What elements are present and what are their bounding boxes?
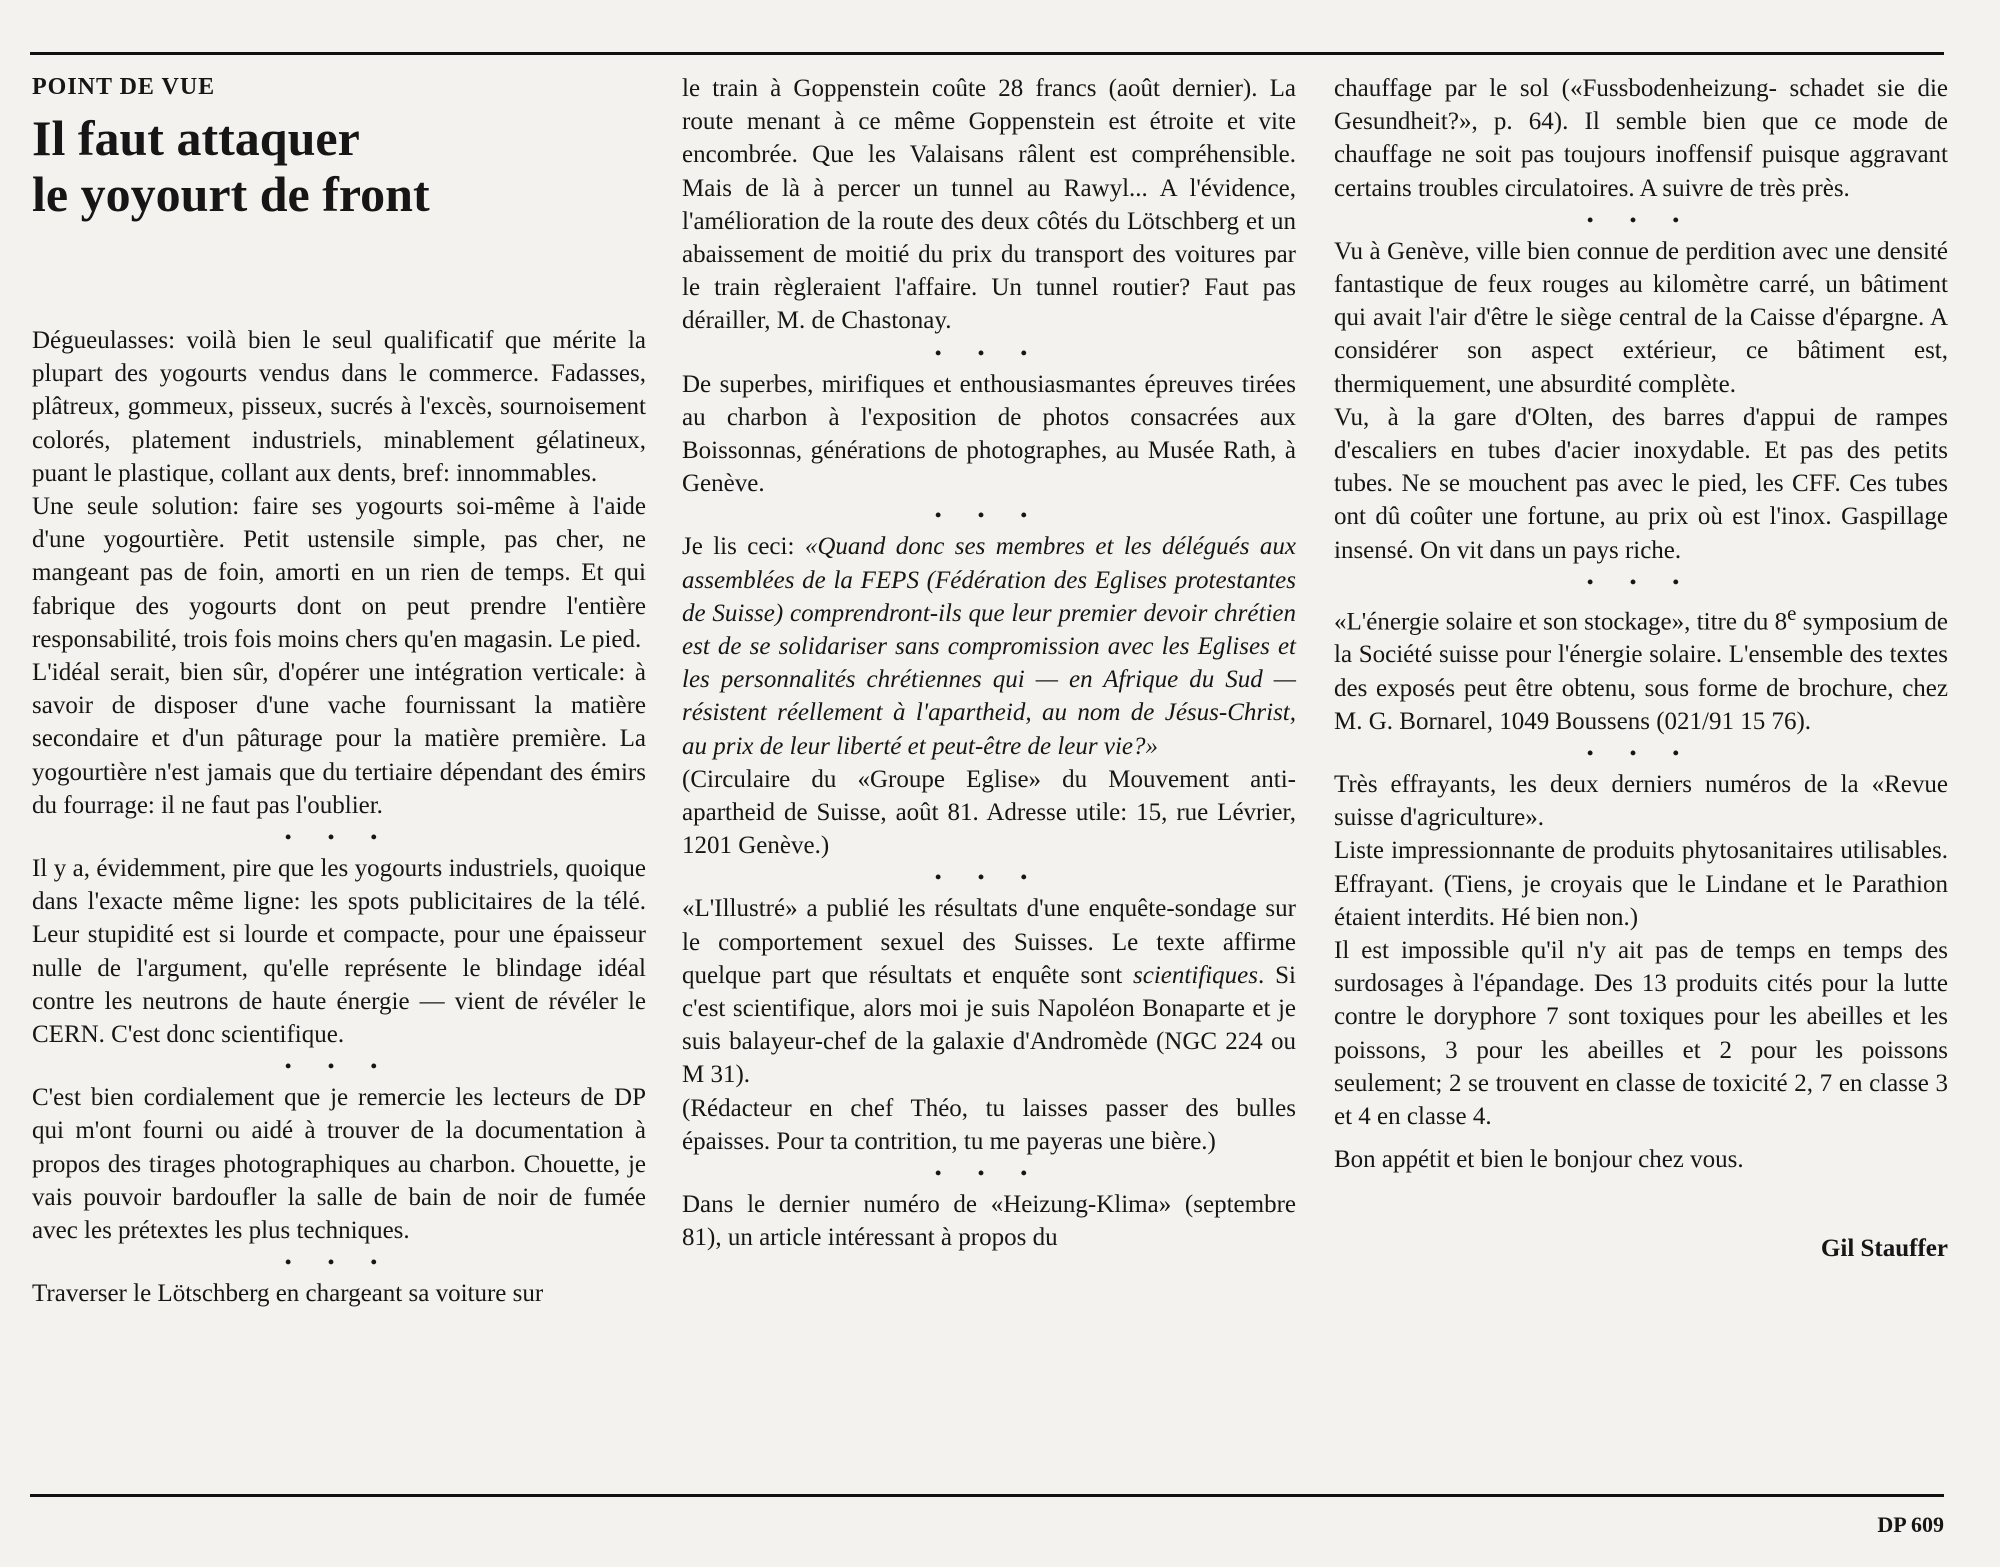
page-title xyxy=(32,110,646,222)
paragraph: C'est bien cordialement que je remercie les lecteurs de DP qui m'ont fourni ou aidé à trouver de la documentation à propos des tirages photographiques au charbon. Chouette, je vais pouvoir bardoufler la salle de bain de noir de fumée avec les prétextes les plus techniques. xyxy=(32,1084,646,1245)
paragraph: le train à Goppenstein coûte 28 francs (août dernier). La route menant à ce même Goppenstein est étroite et vite encombrée. Que les Valaisans râlent est compréhensible. Mais de là à percer un tunnel au Rawyl... A l'évidence, l'amélioration de la route des deux côtés du Lötschberg et un abaissement de moitié du prix du transport des voitures par le train règleraient l'affaire. Un tunnel routier? Faut pas dérailler, M. de Chastonay. xyxy=(682,75,1296,335)
title-line-2: le yoyourt de front xyxy=(32,166,430,222)
paragraph: Il y a, évidemment, pire que les yogourts industriels, quoique dans l'exacte même ligne: les spots publicitaires de la télé. Leur stupidité est si lourde et compacte, pour une épaisseur nulle de l'argument, qu'elle représente le blindage idéal contre les neutrons de haute énergie — vient de révéler le CERN. C'est donc scientifique. xyxy=(32,855,646,1049)
title-line-1: Il faut attaquer xyxy=(32,110,360,166)
section-separator: • • • xyxy=(935,505,1043,526)
text-span: «L'énergie solaire et son stockage», titre du 8 xyxy=(1334,608,1788,636)
column-2 xyxy=(682,72,1296,1255)
paragraph: Il est impossible qu'il n'y ait pas de temps en temps des surdosages à l'épandage. Des 13 produits cités pour la lutte contre le doryphore 7 sont toxiques pour les abeilles et les poissons, 3 pour les abeilles et 2 pour les poissons seulement; 2 se trouvent en classe de toxicité 2, 7 en classe 3 et 4 en classe 4. xyxy=(1334,937,1948,1131)
paragraph: Dégueulasses: voilà bien le seul qualificatif que mérite la plupart des yogourts vendus dans le commerce. Fadasses, plâtreux, gommeux, pisseux, sucrés à l'excès, sournoisement colorés, platement industriels, minablement gélatineux, puant le plastique, collant aux dents, bref: innommables. xyxy=(32,327,646,487)
paragraph: (Circulaire du «Groupe Eglise» du Mouvement anti-apartheid de Suisse, août 81. Adresse utile: 15, rue Lévrier, 1201 Genève.) xyxy=(682,765,1296,860)
section-separator: • • • xyxy=(935,1163,1043,1184)
quote-intro: Je lis ceci: xyxy=(682,533,805,561)
section-separator: • • • xyxy=(285,827,393,848)
superscript: e xyxy=(1787,600,1797,625)
author-signature: Gil Stauffer xyxy=(1820,1235,1948,1263)
paragraph: Traverser le Lötschberg en chargeant sa voiture sur xyxy=(32,1280,544,1308)
emphasis: scientifiques xyxy=(1133,961,1259,989)
quote-text: «Quand donc ses membres et les délégués aux assemblées de la FEPS (Fédération des Eglises protestantes de Suisse) comprendront-ils que leur premier devoir chrétien est de se solidariser sans compromission avec les Eglises et les personnalités chrétiennes qui — en Afrique du Sud — résistent réellement à l'apartheid, au nom de Jésus-Christ, au prix de leur liberté et peut-être de leur vie?» xyxy=(682,533,1296,760)
paragraph: De superbes, mirifiques et enthousiasmantes épreuves tirées au charbon à l'exposition de photos consacrées aux Boissonnas, générations de photographes, au Musée Rath, à Genève. xyxy=(682,370,1296,498)
section-kicker: POINT DE VUE xyxy=(32,74,216,100)
paragraph: Vu à Genève, ville bien connue de perdition avec une densité fantastique de feux rouges au kilomètre carré, un bâtiment qui avait l'air d'être le siège central de la Caisse d'épargne. A considérer son aspect extérieur, ce bâtiment est, thermiquement, une absurdité complète. xyxy=(1334,237,1948,398)
section-separator: • • • xyxy=(285,1252,393,1273)
column-1 xyxy=(32,72,646,1310)
section-separator: • • • xyxy=(1587,209,1695,230)
text-span: . Si c'est scientifique, alors moi je suis Napoléon Bonaparte et je suis balayeur-chef de la galaxie d'Andromède (NGC 224 ou M 31). xyxy=(682,961,1296,1089)
paragraph: Vu, à la gare d'Olten, des barres d'appui de rampes d'escaliers en tubes d'acier inoxydable. Et pas des petits tubes. Ne se mouchent pas avec le pied, les CFF. Ces tubes ont dû coûter une fortune, au prix où est l'inox. Gaspillage insensé. On vit dans un pays riche. xyxy=(1334,403,1948,564)
section-separator: • • • xyxy=(1587,571,1695,592)
column-3 xyxy=(1334,72,1948,1266)
paragraph xyxy=(682,892,1296,1091)
section-separator: • • • xyxy=(935,342,1043,363)
paragraph: Bon appétit et bien le bonjour chez vous. xyxy=(1334,1146,1744,1174)
bottom-rule xyxy=(30,1494,1944,1497)
paragraph: Une seule solution: faire ses yogourts soi-même à l'aide d'une yogourtière. Petit ustensile simple, pas cher, ne mangeant pas de foin, amorti en un rien de temps. Et qui fabrique des yogourts dont on peut prendre l'entière responsabilité, trois fois moins chers qu'en magasin. Le pied. xyxy=(32,493,646,653)
quote-paragraph xyxy=(682,530,1296,762)
section-separator: • • • xyxy=(1587,742,1695,763)
page-folio: DP 609 xyxy=(1877,1512,1944,1537)
top-rule xyxy=(30,52,1944,55)
section-separator: • • • xyxy=(285,1056,393,1077)
paragraph: Liste impressionnante de produits phytosanitaires utilisables. Effrayant. (Tiens, je croyais que le Lindane et le Parathion étaient interdits. Hé bien non.) xyxy=(1334,837,1948,931)
text-span: «L'Illustré» a publié les résultats d'une enquête-sondage sur le comportement sexuel des Suisses. Le texte affirme quelque part que résultats et enquête sont xyxy=(682,895,1296,989)
paragraph: chauffage par le sol («Fussbodenheizung- schadet sie die Gesundheit?», p. 64). Il semble bien que ce mode de chauffage ne soit pas toujours inoffensif puisque aggravant certains troubles circulatoires. A suivre de très près. xyxy=(1334,75,1948,202)
section-separator: • • • xyxy=(935,867,1043,888)
paragraph: (Rédacteur en chef Théo, tu laisses passer des bulles épaisses. Pour ta contrition, tu me payeras une bière.) xyxy=(682,1094,1296,1155)
text-span: symposium de la Société suisse pour l'énergie solaire. L'ensemble des textes des exposés peut être obtenu, sous forme de brochure, chez M. G. Bornarel, 1049 Boussens (021/91 15 76). xyxy=(1334,608,1948,735)
paragraph: Dans le dernier numéro de «Heizung-Klima» (septembre 81), un article intéressant à propos du xyxy=(682,1191,1296,1252)
paragraph: Très effrayants, les deux derniers numéros de la «Revue suisse d'agriculture». xyxy=(1334,770,1948,832)
paragraph xyxy=(1334,597,1948,738)
paragraph: L'idéal serait, bien sûr, d'opérer une intégration verticale: à savoir de disposer d'une vache fournissant la matière secondaire et d'un pâturage pour la matière première. La yogourtière n'est jamais que du tertiaire dépendant des émirs du fourrage: il ne faut pas l'oublier. xyxy=(32,659,646,819)
